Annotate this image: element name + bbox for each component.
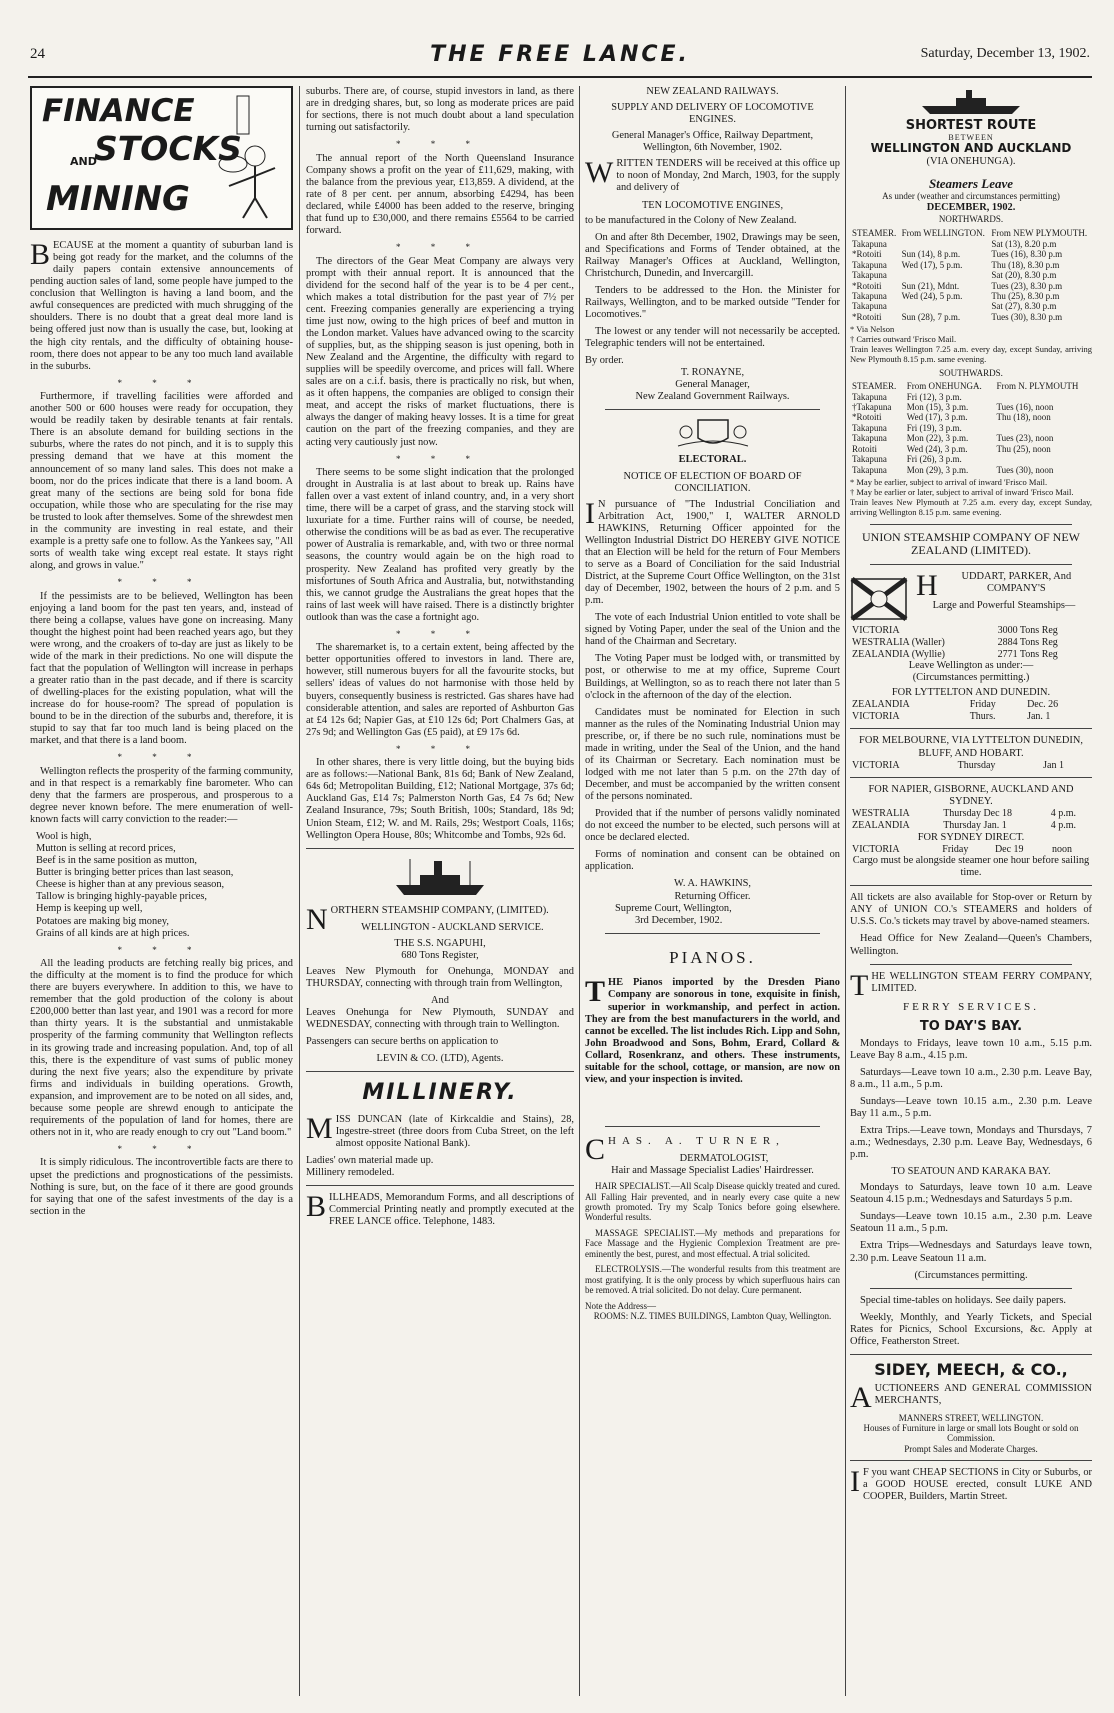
ad-address: ROOMS: N.Z. TIMES BUILDINGS, Lambton Quay, Wellington. [593,1310,832,1321]
banner-and: AND [70,155,97,168]
electoral-heading: ELECTORAL. [678,454,747,466]
southwards-timetable: STEAMER. From ONEHUNGA. From N. PLYMOUTH Takapuna Fri (12), 3 p.m. †Takapuna Mon (15), 3 p.m. Tues (16), noon *Rotoiti Wed (17), 3 p.m. Thu (18), noon Takapuna Fri (19), 3 p.m. Takapuna Mon (22), 3 p.m. Tues (23), noon Rotoiti Wed (24), 3 p.m. Thu (25), noon Takapuna Fri (26), 3 p.m. Takapuna Mon (29), 3 p.m. Tues (30), noon [850,381,1092,475]
house-flag-icon [850,575,910,623]
page-number: 24 [30,46,45,62]
notice-by: By order. [585,355,624,367]
days-bay-heading: TO DAY'S BAY. [919,1019,1023,1035]
shipping-between: BETWEEN [948,133,994,143]
table-row: *Rotoiti Sun (28), 7 p.m. Tues (30), 8.30 p.m [852,311,1063,322]
notice-paragraph: RITTEN TENDERS will be received at this office up to noon of Monday, 2nd March, 1903, for the supply and delivery of [616,158,840,194]
notice-paragraph: to be manufactured in the Colony of New Zealand. [585,214,797,226]
ad-subheading: Hair and Massage Specialist Ladies' Hairdresser. [611,1165,814,1177]
millinery-heading: MILLINERY. [362,1080,518,1106]
finance-stocks-mining-banner [30,86,293,230]
table-row: Takapuna Fri (12), 3 p.m. [852,391,962,402]
seatoun-heading: TO SEATOUN AND KARAKA BAY. [891,1166,1051,1178]
ad-heading: ORTHERN STEAMSHIP COMPANY, (LIMITED). [330,904,549,916]
ferry-schedule: Extra Trips.—Leave town, Mondays and Thursdays, 7 a.m.; Wednesdays, 2.30 p.m. Leave Bay, Wednesdays, 6 p.m. [850,1124,1092,1161]
sailing-table [850,699,1092,722]
notice-signature: 3rd December, 1902. [635,914,723,926]
table-row: ZEALANDIA Thursday Jan. 1 4 p.m. [852,819,1077,831]
notice-paragraph: N pursuance of "The Industrial Conciliation and Arbitration Act, 1900," I, WALTER ARNOLD HAWKINS, Returning Officer appointed for the Wellington Industrial District DO HEREBY GIVE NOTICE that an Election will be held for the return of Four Members to serve as a Board of Conciliation for the said Industrial District, at the Supreme Court Office Wellington, on the 31st day of December, 1902, between the hours of 2 p.m. and 5 p.m. [585,498,840,607]
timetable-note: Train leaves Wellington 7.25 a.m. every day, except Sunday, arriving New Plymouth 8.15 p.m. same evening. [850,343,1092,364]
ship-tonnage: 680 Tons Register, [401,949,479,961]
ad-agents: LEVIN & CO. (LTD), Agents. [376,1053,504,1065]
sailing-table [850,844,1092,856]
ad-paragraph: Weekly, Monthly, and Yearly Tickets, and Special Rates for Picnics, School Excursions, &c. Apply at Office, Featherston Street. [850,1311,1092,1347]
sidey-meech-heading: SIDEY, MEECH, & CO., [874,1359,1068,1379]
article-paragraph: The sharemarket is, to a certain extent, being affected by the better opportunities offered to investors in land. There are, however, still numerous buyers for all the favourite stocks, but sellers' ideas of values do not harmonise with those held by buyers, consequently business is restricted. Gas shares have had considerable attention, and sales are reported of Ashburton Gas at £4 12s 6d; Napier Gas, at £10 12s 6d; Port Chalmers Gas, at 27s 9d; and Wellington Gas (£5 paid), at £9 17s 6d. [306,642,574,738]
table-row: *Rotoiti Sun (21), Mdnt. Tues (23), 8.30 p.m [852,280,1063,291]
table-row: VICTORIA Thurs. Jan. 1 [852,710,1051,722]
notice-paragraph: The vote of each Industrial Union entitled to vote shall be signed by Voting Paper, under the seal of the Union and the hand of the Chairman and Secretary. [585,612,840,648]
list-item: Beef is in the same position as mutton, [36,855,198,867]
article-paragraph: There seems to be some slight indication that the prolonged drought in Australia is at last about to break up. Rains have fallen over a vast extent of inland country, and, in a very short time, there will be a carpet of grass, and the starving stock will luxuriate for a time. Further rains will of course, be needed, otherwise the conditions will be as bad as ever. The recuperative power of Australia is remarkable, and, with two or three normal seasons, the country would again be on the high road to prosperity. New Zealand has profited very greatly by the misfortunes of South Africa and Australia, but, notwithstanding this, we cannot grudge the Australians the great hopes that the rains of last week will have raised. There is a distinctly brighter outlook than was the case a fortnight ago. [306,467,574,623]
ferry-services-heading: FERRY SERVICES. [902,1000,1039,1013]
issue-date: Saturday, December 13, 1902. [920,46,1090,61]
sailing-table [850,808,1092,831]
ad-heading: UDDART, PARKER, And COMPANY'S [961,571,1072,595]
article-paragraph: Furthermore, if travelling facilities were afforded and another 500 or 600 houses were ready for occupation, they would be readily taken by desirable tenants at fair rentals. There is an absolute demand for building sections in the suburbs, where the rates do not pinch, and it is to supply this pressing demand that we have at this moment the announcement of so many land sales. This does not make a boom, nor do the prices indicate that there is a land boom. A great many of the sections are being sold for bona fide occupation, while those who are speculating for the rise may be trusted to look after themselves. Some of the shrewdest men in the community are investing in real estate, and their example is a pretty safe one to follow. As the Yankees say, "All sorts of wealth take wing except real estate. It stays right along, and grows in value." [30,391,293,571]
sailing-heading: FOR LYTTELTON AND DUNEDIN. [891,687,1051,699]
list-item: Hemp is keeping up well, [36,903,143,915]
ad-line: Prompt Sales and Moderate Charges. [904,1443,1038,1454]
ad-paragraph: HAIR SPECIALIST.—All Scalp Disease quickly treated and cured. All Falling Hair prevented, and in nearly every case quite a new growth promoted. Try my Scalp Tonics before going elsewhere. Wonderful results. [585,1181,840,1223]
ad-paragraph: ELECTROLYSIS.—The wonderful results from this treatment are most gratifying. It is the only process by which superfluous hairs can be removed. A trial solicited. Do not delay. Cure permanent. [585,1264,840,1296]
notice-paragraph: The lowest or any tender will not necessarily be accepted. Telegraphic tenders will not be entertained. [585,326,840,350]
timetable-note: * May be earlier, subject to arrival of inward 'Frisco Mail. [850,477,1048,488]
ad-paragraph: Head Office for New Zealand—Queen's Chambers, Wellington. [850,933,1092,957]
table-row: Takapuna Sat (13), 8.20 p.m [852,238,1057,249]
list-item: Potatoes are making big money, [36,915,169,927]
ferry-schedule: Mondays to Saturdays, leave town 10 a.m. Leave Seatoun 4.15 p.m.; Wednesdays and Saturdays 5 p.m. [850,1182,1092,1206]
ad-paragraph: MASSAGE SPECIALIST.—My methods and preparations for Face Massage and the Hygienic Complexion Treatment are pre-eminently the best, purest, and most effectual. A trial solicited. [585,1227,840,1259]
notice-subheading: SUPPLY AND DELIVERY OF LOCOMOTIVE ENGINES. [611,102,814,126]
steamship-icon [390,855,490,899]
ad-note: Note the Address— [585,1300,656,1311]
ad-paragraph: All tickets are also available for Stop-over or Return by ANY of UNION CO.'s STEAMERS and holders of U.S.S. Co.'s tickets may travel by above-named steamers. [850,892,1092,928]
banner-stocks: STOCKS [94,129,242,168]
notice-office: General Manager's Office, Railway Department, Wellington, 6th November, 1902. [611,130,814,154]
article-paragraph: suburbs. There are, of course, stupid investors in land, as there are in dredging shares, but, so long as moderate prices are paid for sections, there is not much doubt about a land speculation turning out satisfactorily. [306,86,574,134]
table-row: Takapuna Fri (26), 3 p.m. [852,454,962,465]
column-finance-continued: suburbs. There are, of course, stupid investors in land, as there are in dredging shares, but, so long as moderate prices are paid for sections, there is not much doubt about a land speculation turning out satisfactorily. * * * The annual report of the North Queensland Insurance Company shows a profit on the year of £11,629, making, with the balance from the previous year, £13,859. A dividend, at the rate of 8 per cent. per annum, absorbing £4294, has been declared, while £4000 has been added to the reserve, bringing that fund up to £30,000, and there remains £5564 to be carried forward. * * * The directors of the Gear Meat Company are always very prompt with their annual report. It is announced that the dividend for the second half of the year is to be 4 per cent., which makes a total distribution for the past year of 7½ per cent. Freezing companies generally are experiencing a trying time just now, owing to the high prices of beef and mutton in the London market. Values have advanced owing to the scarcity of supplies, but, as the shipping season is just opening, both in New Zealand and the Argentine, the difficulty with regard to supplies will be speedily overcome, and prices will fall. Where sales are on a c.i.f. basis, there is practically no risk, but when, as it often happens, the companies are obliged to consign their meat, and accept the risks of market fluctuations, there is always the danger of making heavy losses. It is a time for great caution on the part of the freezing companies, and they are acting very cautiously just now. * * * There seems to be some slight indication that the prolonged drought in Australia is at last about to break up. Rains have fallen over a vast extent of inland country, and, in a very short time, there will be a carpet of grass, and the starving stock will luxuriate for a time. Further rains will of course, be needed, otherwise the conditions will be as bad as ever. The recuperative power of Australia is remarkable, and, with two or three normal seasons, the country would again be on the high road to prosperity. New Zealand has profited very greatly by the misfortunes of South Africa and Australia, but, notwithstanding this, we cannot grudge the Australians the great hopes that the rains of last week will have raised. There is a distinctly brighter outlook than was the case a fortnight ago. * * * The sharemarket is, to a certain extent, being affected by the better opportunities offered to investors in land. There are, however, still numerous buyers for all the favourite stocks, but sellers' ideas of values do not harmonise with those held by buyers, consequently business is restricted. Gas shares have had considerable attention, and sales are reported of Ashburton Gas at £4 12s 6d; Napier Gas, at £10 12s 6d; Port Chalmers Gas, at 27s 9d; and Wellington Gas (£5 paid), at £9 17s 6d. * * * In other shares, there is very little doing, but the buying bids are as follows:—National Bank, 81s 6d; Bank of New Zealand, 64s 6d; Metropolitan Building, £12; National Mortgage, 37s 6d; Auckland Gas, £14 7s; Palmerston North Gas, £4 7s 6d; New Zealand Insurance, 79s; South British, 100s; Standard, 18s 9d; Union Steam, £12; W. and M. Rails, 29s; Westport Coals, 116s; Wellington Opera House, 80s; Whitcombe and Tombs, 92s 6d. NORTHERN STEAMSHIP COMPANY, (LIMITED). WELLINGTON - AUCKLAND SERVICE. THE S.S. NGAPUHI, 680 Tons Register, Leaves New Plymouth for Onehunga, MONDAY and THURSDAY, connecting with through train from Wellington, And Leaves Onehunga for New Plymouth, SUNDAY and WEDNESDAY, connecting with through train to Wellington. Passengers can secure berths on application to LEVIN & CO. (LTD), Agents. MILLINERY. MISS DUNCAN (late of Kirkcaldie and Stains), 28, Ingestre-street (three doors from Cuba Street, on the left almost opposite National Bank). Ladies' own material made up. Millinery remodeled. BILLHEADS, Memorandum Forms, and all descriptions of Commercial Printing neatly and promptly executed at the FREE LANCE office. Telephone, 1483. [306,86,574,1228]
table-row: Takapuna Mon (29), 3 p.m. Tues (30), noon [852,464,1054,475]
miner-illustration-icon [215,94,285,222]
drop-cap: B [306,1190,327,1224]
notice-signature: General Manager, [675,379,750,391]
table-row: *Rotoiti Sun (14), 8 p.m. Tues (16), 8.30 p.m [852,249,1063,260]
notice-heading: NEW ZEALAND RAILWAYS. [646,86,779,97]
northwards-timetable: STEAMER. From WELLINGTON. From NEW PLYMOUTH. Takapuna Sat (13), 8.20 p.m *Rotoiti Sun (14), 8 p.m. Tues (16), 8.30 p.m Takapuna Wed (17), 5 p.m. Thu (18), 8.30 p.m Takapuna Sat (20), 8.30 p.m *Rotoiti Sun (21), Mdnt. Tues (23), 8.30 p.m Takapuna Wed (24), 5 p.m. Thu (25), 8.30 p.m Takapuna Sat (27), 8.30 p.m *Rotoiti Sun (28), 7 p.m. Tues (30), 8.30 p.m [850,228,1092,322]
ferry-schedule: Extra Trips—Wednesdays and Saturdays leave town, 2.30 p.m. Leave Seatoun 11 a.m. [850,1240,1092,1264]
sailing-heading: FOR MELBOURNE, VIA LYTTELTON DUNEDIN, BLUFF, AND HOBART. [859,735,1083,759]
article-paragraph: It is simply ridiculous. The incontrovertible facts are there to upset the predictions and prognostications of the pessimists. Nothing is sure, but, on the face of it there are good grounds for saying that one of the safest investments of the day is a section in the [30,1157,293,1217]
pianos-heading: PIANOS. [669,947,756,967]
notice-signature: W. A. HAWKINS, [674,878,751,890]
shipping-leave: Steamers Leave [928,176,1014,192]
notice-signature: T. RONAYNE, [680,367,745,379]
table-row: ZEALANDIA Friday Dec. 26 [852,699,1059,711]
table-row: Takapuna Sat (20), 8.30 p.m [852,270,1057,281]
ad-line: Houses of Furniture in large or small lots Bought or sold on Commission. [863,1422,1079,1444]
ad-subheading: WELLINGTON - AUCKLAND SERVICE. [361,921,544,933]
notice-paragraph: Candidates must be nominated for Election in such manner as the rules of the Nominating Industrial Union may prescribe, or, if there be no such rule, nominations must be made in writing, under the Seal of the Union, and the hand of its Chairman or Secretary. Each nomination must be lodged with me not later than 5 p.m. on the 27th day of December, and must be accompanied by the written consent of the persons nominated. [585,706,840,803]
article-paragraph: All the leading products are fetching really big prices, and the difficulty at the moment is to find the produce for which there are buyers everywhere. In addition to this, we have to remember that the gold production of the colony is about £200,000 better than last year, and 1901 was a record for more than thirty years. It is the substantial and unmistakable prosperity of the farming community that Wellington reflects in its growing trade and increasing population. And, top of all this, there is the expenditure of vast sums of public money during the next five years; also the expenditure by private firms and individuals in building operations. Growth, expansion, and improvement are to be noted on all sides, and, because some people are shrewd enough to anticipate the requirements of the population of land for homes, there are others not in it, who are ready enough to cry out "Land boom." [30,958,293,1138]
article-paragraph: ECAUSE at the moment a quantity of suburban land is being got ready for the market, and the columns of the daily papers contain extensive announcements of pending auction sales of land, some people have jumped to the conclusion that Wellington is having a land boom, and the awful consequences are predicted with much shrugging of the shoulders. There is no doubt that a great deal more land is being offered just now than is usually the case, but, looking at the high city rentals, and the difficulty of obtaining house-room, there does not appear to be any too much land available in the suburbs. [30,240,293,372]
article-paragraph: The directors of the Gear Meat Company are always very prompt with their annual report. It is announced that the dividend for the second half of the year is to be 4 per cent., which makes a total distribution for the past year of 7½ per cent. Freezing companies generally are experiencing a trying time just now, owing to the high prices of beef and mutton in the London market. Values have advanced owing to the scarcity of supplies, but, as the shipping season is just opening, both in New Zealand and the Argentine, the difficulty with regard to supplies will be speedily overcome, and prices will fall. Where sales are on a c.i.f. basis, there is practically no risk, but when, as it often happens, the companies are obliged to consign their meat, and accept the risks of market fluctuations, there is always the danger of making heavy losses. It is a time for great caution on the part of the freezing companies, and they are acting very cautiously just now. [306,255,574,448]
shipping-note: As under (weather and circumstances permitting) [882,191,1060,202]
table-row: Takapuna Wed (24), 5 p.m. Thu (25), 8.30 p.m [852,290,1060,301]
column-finance: FINANCE STOCKS AND MINING BECAUSE at the moment a quantity of suburban land is being got ready for the market, and the columns of the daily papers contain extensive announcements of pending auction sales of land, some people have jumped to the conclusion that Wellington is having a land boom, and the awful consequences are predicted with much shrugging of the shoulders. There is no doubt that a great deal more land is being offered just now than is usually the case, but, looking at the high city rentals, and the difficulty of obtaining house-room, there does not appear to be any too much land available in the suburbs. * * * Furthermore, if travelling facilities were afforded and another 500 or 600 houses were ready for occupation, they would be readily taken by desirable tenants at fair rentals. There is an absolute demand for building sections in the suburbs, where the rates do not pinch, and it is to supply this pressing demand that we have at this moment the announcement of so many land sales. This does not make a boom, nor do the prices indicate that there is a land boom. A great many of the sections are being sold for bona fide occupation, while those who are speculating for the rise may be trusted to look after themselves. Some of the shrewdest men in the community are investing in real estate, and their example is a pretty safe one to follow. As the Yankees say, "All sorts of wealth take wing except real estate. It stays right along, and grows in value." * * * If the pessimists are to be believed, Wellington has been enjoying a land boom for the past ten years, and, instead of there being a collapse, values have gone on increasing. Many thought the highest point had been reached years ago, but they were wrong, and the croakers of to-day are just as likely to be wide of the mark in their predictions. No one will dispute the fact that the population of Wellington will increase in perhaps a greater ratio than in the past decade, and if there is scarcity of dwelling-places for the existing population, what will the increase do for house-room? The spread of population is bound to be in the direction of the suburbs and, therefore, it is stupid to say that far too much land is being placed on the market, and that there is a land boom. * * * Wellington reflects the prosperity of the farming community, and in that respect is a remarkably fine barometer. Who can deny that the farmers are prosperous, and prosperous to a degree never known before. The mere enumeration of well-known facts will carry conviction to the reader:— Wool is high, Mutton is selling at record prices, Beef is in the same position as mutton, Butter is bringing better prices than last season, Cheese is higher than at any previous season, Tallow is bringing highly-payable prices, Hemp is keeping up well, Potatoes are making big money, Grains of all kinds are at high prices. * * * All the leading products are fetching really big prices, and the difficulty at the moment is to find the produce for which there are buyers everywhere. In addition to this, we have to remember that the gold production of the colony is about £200,000 better than last year, and 1901 was a record for more than thirty years. It is the substantial and unmistakable prosperity of the farming community that Wellington reflects in its growing trade and increasing population. And, top of all this, there is the expenditure of vast sums of public money during the next five years; also the expenditure by private firms and individuals in building operations. Growth, expansion, and improvement are to be noted on all sides, and, because some people are shrewd enough to anticipate the requirements of the population of land for homes, there are others not in it, who are ready enough to cry out "Land boom." * * * It is simply ridiculous. The incontrovertible facts are there to upset the predictions and prognostications of the pessimists. Nothing is sure, but, on the face of it there are good grounds for saying that one of the safest investments of the day is a section in the [30,86,293,1706]
table-row: *Rotoiti Wed (17), 3 p.m. Thu (18), noon [852,412,1051,423]
ad-subheading: Large and Powerful Steamships— [932,600,1076,612]
sailing-heading: FOR SYDNEY DIRECT. [917,831,1025,843]
ad-address: MANNERS STREET, WELLINGTON. [898,1412,1044,1423]
notice-paragraph: The Voting Paper must be lodged with, or transmitted by post, or otherwise to me at my office, Supreme Court Buildings, at Wellington, so as to reach there not later than 5 o'clock in the afternoon of the day of the election. [585,653,840,701]
timetable-note: † Carries outward 'Frisco Mail. [850,334,957,345]
notice-signature: Supreme Court, Wellington, [615,902,732,914]
masthead-title: THE FREE LANCE. [430,42,690,67]
notice-paragraph: Provided that if the number of persons validly nominated do not exceed the number to be elected, such persons will at once be declared elected. [585,808,840,844]
table-row: WESTRALIA Thursday Dec 18 4 p.m. [852,808,1077,820]
timetable-note: † May be earlier or later, subject to arrival of inward 'Frisco Mail. [850,486,1074,497]
notice-item: TEN LOCOMOTIVE ENGINES, [641,199,784,211]
article-paragraph: In other shares, there is very little doing, but the buying bids are as follows:—National Bank, 81s 6d; Bank of New Zealand, 64s 6d; Metropolitan Building, £12; National Mortgage, 37s 6d; Auckland Gas, £14 7s; Palmerston North Gas, £4 7s 6d; New Zealand Insurance, 79s; South British, 100s; Standard, 18s 9d; Union Steam, £12; W. and M. Rails, 29s; Westport Coals, 116s; Wellington Opera House, 80s; Whitcombe and Tombs, 92s 6d. [306,757,574,841]
article-paragraph: The annual report of the North Queensland Insurance Company shows a profit on the year of £11,629, making, with the balance from the previous year, £13,859. A dividend, at the rate of 8 per cent. per annum, absorbing £4294, has been declared, while £4000 has been added to the reserve, bringing that fund up to £30,000, and there remains £5564 to be carried forward. [306,152,574,237]
column-notices [585,86,840,1706]
drop-cap: A [850,1381,872,1415]
ad-paragraph: HE Pianos imported by the Dresden Piano Company are sonorous in tone, exquisite in finish, superior in workmanship, and perfect in action. They are from the best manufacturers in the world, and cannot be excelled. The list includes Rich. Lipp and Sohn, John Broadwood and Sons, Bohm, Erard, Collard & Collard, Rosenkranz, and others. These instruments, suitable for the school, cottage, or mansion, are now on view, and your inspection is invited. [585,977,840,1085]
ad-line: Millinery remodeled. [306,1167,395,1179]
table-row: WESTRALIA (Waller) 2884 Tons Reg [852,636,1058,648]
timetable-note: * Via Nelson [850,324,895,335]
column-shipping [850,86,1092,1706]
ad-and: And [431,995,449,1006]
article-paragraph: If the pessimists are to be believed, Wellington has been enjoying a land boom for the past ten years, and, instead of there being a collapse, values have gone on increasing. Many thought the highest point had been reached years ago, but they were wrong, and the croakers of to-day are just as likely to be wide of the mark in their predictions. No one will dispute the fact that the population of Wellington will increase in perhaps a greater ratio than in the past decade, and if there is scarcity of dwelling-places for the existing population, what will the increase do for house-room? The spread of population is bound to be in the direction of the suburbs and, therefore, it is stupid to say that far too much land is being placed on the market, and that there is a land boom. [30,590,293,747]
ferry-note: (Circumstances permitting. [914,1269,1028,1281]
drop-cap: I [585,496,595,530]
produce-list [36,831,293,940]
ad-paragraph: Leaves Onehunga for New Plymouth, SUNDAY and WEDNESDAY, connecting with through train to Wellington. [306,1007,574,1031]
shipping-heading: SHORTEST ROUTE [905,118,1037,133]
coat-of-arms-icon [668,416,758,450]
notice-paragraph: Tenders to be addressed to the Hon. the Minister for Railways, Wellington, and to be marked outside "Tender for Locomotives." [585,284,840,320]
electoral-subheading: NOTICE OF ELECTION OF BOARD OF CONCILIATION. [623,470,802,494]
table-row: Takapuna Sat (27), 8.30 p.m [852,301,1057,312]
list-item: Grains of all kinds are at high prices. [36,927,190,939]
drop-cap: W [585,156,614,190]
drop-cap: I [850,1465,860,1499]
ship-name: THE S.S. NGAPUHI, [394,937,486,949]
ferry-schedule: Sundays—Leave town 10.15 a.m., 2.30 p.m. Leave Bay 11 a.m., 5 p.m. [850,1095,1092,1119]
column-rule [299,86,300,1696]
shipping-route: WELLINGTON AND AUCKLAND [870,141,1072,156]
column-rule [579,86,580,1696]
list-item: Cheese is higher than at any previous season, [36,879,225,891]
list-item: Tallow is bringing highly-payable prices, [36,891,207,903]
banner-mining: MINING [46,179,190,219]
sailing-table [850,760,1092,772]
shipping-month: DECEMBER, 1902. [926,201,1016,213]
table-row: VICTORIA Thursday Jan 1 [852,759,1064,771]
ferry-schedule: Saturdays—Leave town 10 a.m., 2.30 p.m. Leave Bay, 8 a.m., 11 a.m., 5 p.m. [850,1066,1092,1090]
ad-paragraph: ILLHEADS, Memorandum Forms, and all descriptions of Commercial Printing neatly and promptly executed at the FREE LANCE office. Telephone, 1483. [329,1192,574,1228]
drop-cap: M [306,1111,333,1145]
drop-cap: H [916,569,938,603]
page-header [28,42,1092,78]
ad-line: Cargo must be alongside steamer one hour before sailing time. [852,855,1090,879]
table-row: Takapuna Mon (22), 3 p.m. Tues (23), noon [852,433,1054,444]
ad-line: Leave Wellington as under:— [908,660,1034,672]
table-row: †Takapuna Mon (15), 3 p.m. Tues (16), noon [852,402,1054,413]
drop-cap: C [585,1132,606,1166]
ad-line: (Circumstances permitting.) [912,672,1030,684]
ad-heading: HAS. A. TURNER, [608,1134,785,1147]
table-row: VICTORIA 3000 Tons Reg [852,625,1058,637]
fleet-list [850,625,1092,660]
column-rule [845,86,846,1696]
ferry-schedule: Mondays to Fridays, leave town 10 a.m., 5.15 p.m. Leave Bay 8 a.m., 4.15 p.m. [850,1037,1092,1061]
banner-finance: FINANCE [42,93,195,129]
ad-paragraph: Leaves New Plymouth for Onehunga, MONDAY and THURSDAY, connecting with through train from Wellington, [306,965,574,989]
ad-subheading: UCTIONEERS AND GENERAL COMMISSION MERCHANTS, [874,1383,1092,1407]
list-item: Wool is high, [36,831,92,843]
drop-cap: N [306,902,328,936]
drop-cap: T [585,975,606,1009]
ad-paragraph: Special time-tables on holidays. See daily papers. [860,1294,1067,1306]
notice-signature: Returning Officer. [674,890,751,902]
ad-paragraph: ISS DUNCAN (late of Kirkcaldie and Stains), 28, Ingestre-street (three doors from Cuba Street, on the left almost opposite National Bank). [335,1113,574,1149]
shipping-direction: SOUTHWARDS. [939,367,1003,378]
drop-cap: T [850,968,869,1002]
table-row: VICTORIA Friday Dec 19 noon [852,843,1072,855]
shipping-via: (VIA ONEHUNGA). [926,156,1016,168]
ad-paragraph: F you want CHEAP SECTIONS in City or Suburbs, or a GOOD HOUSE erected, consult LUKE AND COOPER, Builders, Martin Street. [863,1467,1092,1503]
shipping-direction: NORTHWARDS. [938,213,1004,224]
steamship-icon [916,88,1026,116]
ad-subheading: DERMATOLOGIST, [679,1153,769,1165]
notice-signature: New Zealand Government Railways. [635,391,790,403]
ferry-schedule: Sundays—Leave town 10.15 a.m., 2.30 p.m. Leave Seatoun 11 a.m., 5 p.m. [850,1211,1092,1235]
ad-heading: HE WELLINGTON STEAM FERRY COMPANY, LIMITED. [871,970,1092,994]
list-item: Mutton is selling at record prices, [36,843,176,855]
notice-paragraph: Forms of nomination and consent can be obtained on application. [585,849,840,873]
article-paragraph: Wellington reflects the prosperity of the farming community, and in that respect is a remarkably fine barometer. Who can deny that the farmers are prosperous, and prosperous to a degree never known before. The mere enumeration of well-known facts will carry conviction to the reader:— [30,765,293,825]
table-row: Takapuna Wed (17), 5 p.m. Thu (18), 8.30 p.m [852,259,1060,270]
table-row: Takapuna Fri (19), 3 p.m. [852,422,962,433]
list-item: Butter is bringing better prices than last season, [36,867,234,879]
timetable-note: Train leaves New Plymouth at 7.25 a.m. every day, except Sunday, arriving Wellington 8.15 p.m. same evening. [850,496,1092,517]
sailing-heading: FOR NAPIER, GISBORNE, AUCKLAND AND SYDNEY. [868,784,1074,808]
drop-cap: B [30,238,51,271]
notice-paragraph: On and after 8th December, 1902, Drawings may be seen, and Specifications and Forms of Tender obtained, at the Railway Manager's Offices at Auckland, Wellington, Christchurch, Dunedin, and Invercargill. [585,231,840,279]
table-row: ZEALANDIA (Wyllie) 2771 Tons Reg [852,648,1058,660]
ad-paragraph: Passengers can secure berths on application to [306,1036,499,1048]
table-row: Rotoiti Wed (24), 3 p.m. Thu (25), noon [852,443,1051,454]
union-company-heading: UNION STEAMSHIP COMPANY OF NEW ZEALAND (LIMITED). [861,529,1081,558]
ad-line: Ladies' own material made up. [306,1155,434,1167]
